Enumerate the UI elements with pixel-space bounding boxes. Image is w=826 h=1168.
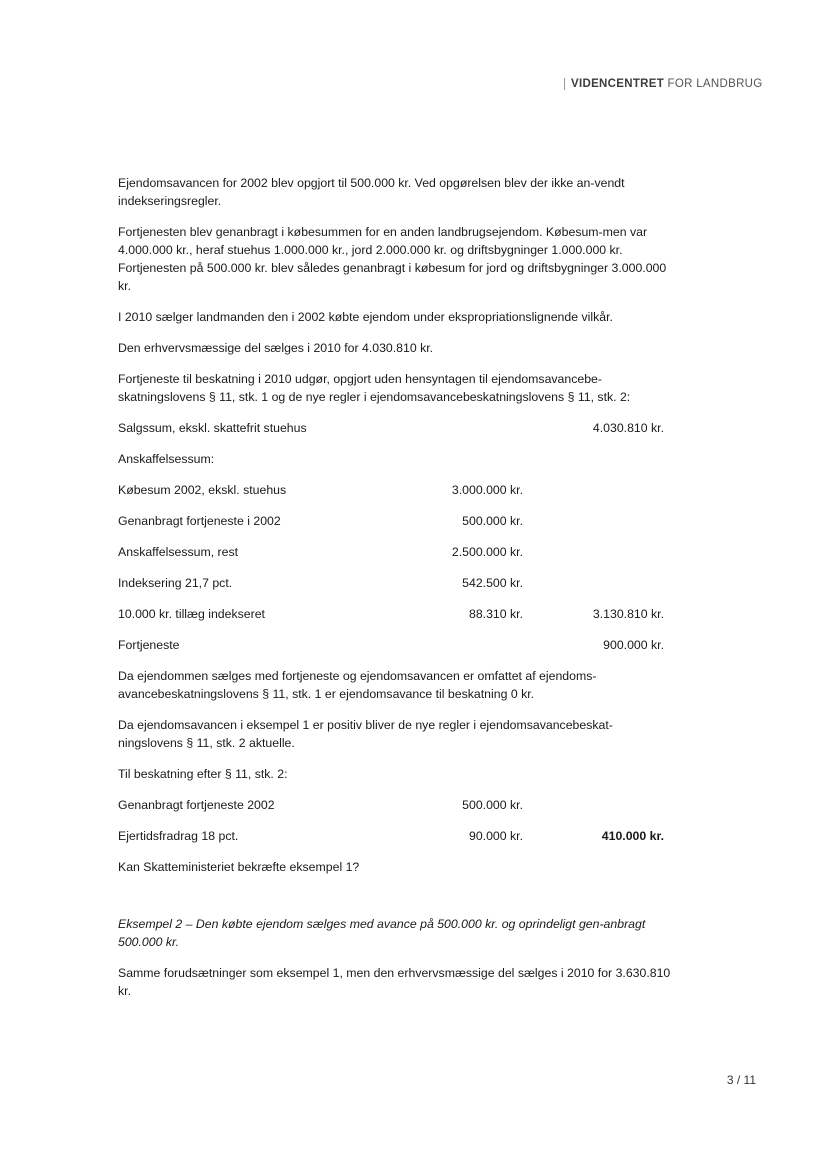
calc-amount: 500.000 kr.: [462, 514, 523, 528]
calc-row: [118, 605, 673, 623]
tax-total: 410.000 kr.: [601, 829, 664, 843]
calc-total: 900.000 kr.: [603, 638, 664, 652]
brand-name-bold: VIDENCENTRET: [571, 78, 665, 90]
paragraph-4: Den erhvervsmæssige del sælges i 2010 for 4.030.810 kr.: [118, 341, 434, 355]
paragraph-9: Kan Skatteministeriet bekræfte eksempel 1?: [118, 860, 360, 874]
tax-row: [118, 796, 673, 814]
paragraph-7: Da ejendomsavancen i eksempel 1 er positiv bliver de nye regler i ejendomsavancebeskat-ningslovens § 11, stk. 2 aktuelle.: [118, 718, 613, 750]
calc-row: [118, 543, 673, 561]
example-2-heading: Eksempel 2 – Den købte ejendom sælges med avance på 500.000 kr. og oprindeligt gen-anbragt 500.000 kr.: [118, 917, 646, 949]
tax-amount: 90.000 kr.: [468, 829, 523, 843]
tax-label: Ejertidsfradrag 18 pct.: [118, 829, 239, 843]
paragraph-11: Samme forudsætninger som eksempel 1, men den erhvervsmæssige del sælges i 2010 for 3.630.810 kr.: [118, 966, 671, 998]
section-spacer: [118, 889, 673, 915]
calc-label: Anskaffelsessum, rest: [118, 545, 239, 559]
calc-label: Anskaffelsessum:: [118, 452, 215, 466]
calc-label: Fortjeneste: [118, 638, 180, 652]
paragraph-6: Da ejendommen sælges med fortjeneste og ejendomsavancen er omfattet af ejendoms-avancebeskatningslovens § 11, stk. 1 er ejendomsavance til beskatning 0 kr.: [118, 669, 597, 701]
calc-row-fortjeneste: [118, 636, 673, 654]
calc-amount: 542.500 kr.: [462, 576, 523, 590]
calc-row: [118, 512, 673, 530]
paragraph-2: Fortjenesten blev genanbragt i købesummen for en anden landbrugsejendom. Købesum-men var 4.000.000 kr., heraf stuehus 1.000.000 kr., jord 2.000.000 kr. og driftsbygninger 1.000.000 kr. Fortjenesten på 500.000 kr. blev således genanbragt i købesum for jord og driftsbygninger 3.000.000 kr.: [118, 225, 667, 293]
calc-label: 10.000 kr. tillæg indekseret: [118, 607, 265, 621]
calc-label: Købesum 2002, ekskl. stuehus: [118, 483, 287, 497]
paragraph-3: I 2010 sælger landmanden den i 2002 købte ejendom under ekspropriationslignende vilkår.: [118, 310, 613, 324]
paragraph-5: Fortjeneste til beskatning i 2010 udgør, opgjort uden hensyntagen til ejendomsavancebe-skatningslovens § 11, stk. 1 og de nye regler i ejendomsavancebeskatningslovens § 11, stk. 2:: [118, 372, 631, 404]
calc-row-salgssum: [118, 419, 673, 437]
paragraph-8: Til beskatning efter § 11, stk. 2:: [118, 767, 288, 781]
calc-label: Genanbragt fortjeneste i 2002: [118, 514, 281, 528]
paragraph-1: Ejendomsavancen for 2002 blev opgjort til 500.000 kr. Ved opgørelsen blev der ikke an-vendt indekseringsregler.: [118, 176, 625, 208]
page-header: [564, 78, 763, 90]
calc-label: Salgssum, ekskl. skattefrit stuehus: [118, 421, 307, 435]
calc-label: Indeksering 21,7 pct.: [118, 576, 233, 590]
calc-row: [118, 481, 673, 499]
calc-total: 4.030.810 kr.: [592, 421, 664, 435]
tax-amount: 500.000 kr.: [462, 798, 523, 812]
calc-row: [118, 574, 673, 592]
document-body: [118, 174, 673, 1013]
calc-total: 3.130.810 kr.: [592, 607, 664, 621]
tax-row: [118, 827, 673, 845]
calc-amount: 88.310 kr.: [468, 607, 523, 621]
brand-name-rest: FOR LANDBRUG: [664, 78, 763, 90]
tax-label: Genanbragt fortjeneste 2002: [118, 798, 275, 812]
page-number: 3 / 11: [726, 1073, 756, 1087]
calc-amount: 2.500.000 kr.: [451, 545, 523, 559]
calc-row-anskaffelsessum: [118, 450, 673, 468]
calc-amount: 3.000.000 kr.: [451, 483, 523, 497]
